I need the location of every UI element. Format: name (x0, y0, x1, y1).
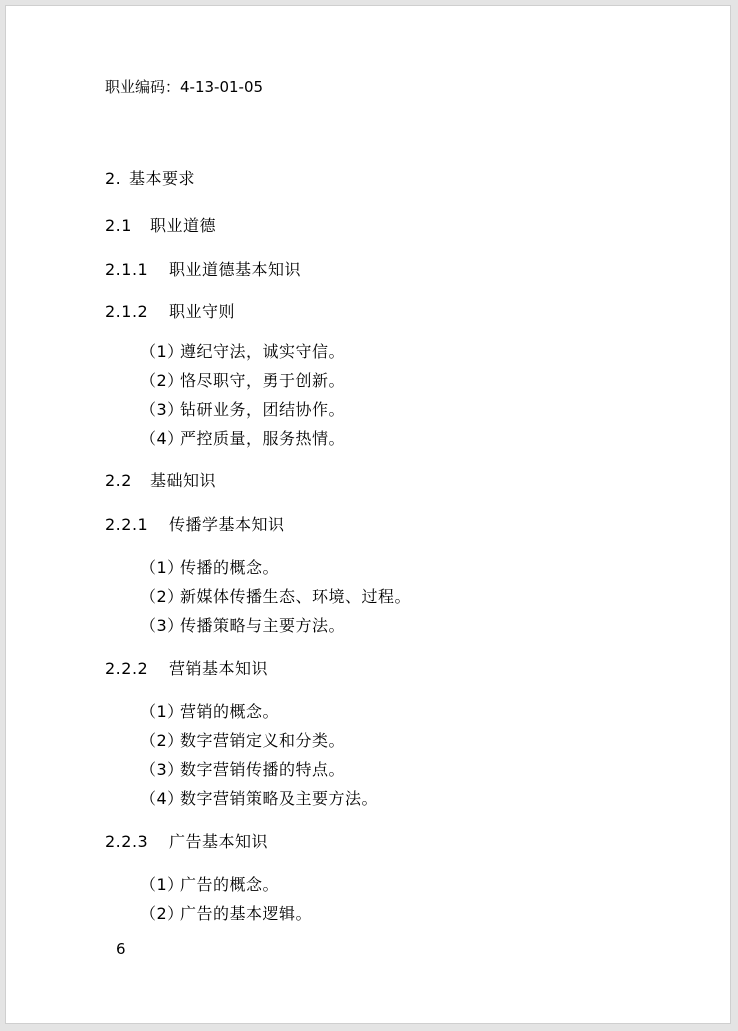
occupation-code: 职业编码：4-13-01-05 (105, 78, 264, 96)
list-marker: （1） (140, 342, 184, 361)
list-marker: （3） (140, 616, 184, 635)
section-number: 2. (105, 169, 122, 188)
heading-number: 2.2.1 (105, 515, 149, 534)
list-marker: （4） (140, 789, 184, 808)
heading-title: 营销基本知识 (169, 659, 269, 678)
list-marker: （1） (140, 558, 184, 577)
heading-number: 2.2.2 (105, 659, 149, 678)
list-text: 恪尽职守，勇于创新。 (180, 371, 346, 390)
list-item (140, 757, 345, 780)
heading-marketing (105, 656, 268, 679)
list-marker: （3） (140, 760, 184, 779)
list-item (140, 786, 378, 809)
heading-ethics-rules (105, 299, 235, 322)
list-text: 钻研业务，团结协作。 (180, 400, 346, 419)
list-text: 传播策略与主要方法。 (180, 616, 346, 635)
section-title: 基本要求 (129, 169, 196, 188)
heading-number: 2.1.1 (105, 260, 149, 279)
list-text: 数字营销传播的特点。 (180, 760, 346, 779)
list-item (140, 584, 411, 607)
list-marker: （4） (140, 429, 184, 448)
list-marker: （2） (140, 904, 184, 923)
subsection-heading-ethics (105, 213, 216, 236)
page-number: 6 (116, 940, 126, 958)
subsection-heading-basics (105, 468, 216, 491)
heading-title: 职业道德基本知识 (169, 260, 302, 279)
list-item (140, 339, 345, 362)
list-marker: （1） (140, 702, 184, 721)
list-marker: （1） (140, 875, 184, 894)
list-text: 数字营销策略及主要方法。 (180, 789, 379, 808)
list-item (140, 555, 279, 578)
list-item (140, 901, 312, 924)
list-marker: （3） (140, 400, 184, 419)
subsection-number: 2.2 (105, 471, 132, 490)
heading-title: 职业守则 (169, 302, 236, 321)
list-text: 营销的概念。 (180, 702, 280, 721)
subsection-number: 2.1 (105, 216, 132, 235)
document-page (5, 5, 731, 1024)
list-text: 新媒体传播生态、环境、过程。 (180, 587, 412, 606)
list-text: 遵纪守法，诚实守信。 (180, 342, 346, 361)
list-item (140, 728, 345, 751)
list-text: 数字营销定义和分类。 (180, 731, 346, 750)
section-heading (105, 166, 195, 189)
list-text: 严控质量，服务热情。 (180, 429, 346, 448)
subsection-title: 职业道德 (150, 216, 217, 235)
heading-ethics-basic (105, 257, 301, 280)
list-marker: （2） (140, 587, 184, 606)
list-marker: （2） (140, 731, 184, 750)
heading-title: 广告基本知识 (169, 832, 269, 851)
list-item (140, 397, 345, 420)
list-item (140, 368, 345, 391)
heading-number: 2.1.2 (105, 302, 149, 321)
list-marker: （2） (140, 371, 184, 390)
list-text: 传播的概念。 (180, 558, 280, 577)
heading-number: 2.2.3 (105, 832, 149, 851)
heading-advertising (105, 829, 268, 852)
list-text: 广告的基本逻辑。 (180, 904, 313, 923)
heading-communication (105, 512, 285, 535)
list-item (140, 613, 345, 636)
heading-title: 传播学基本知识 (169, 515, 285, 534)
subsection-title: 基础知识 (150, 471, 217, 490)
list-item (140, 872, 279, 895)
list-item (140, 699, 279, 722)
list-text: 广告的概念。 (180, 875, 280, 894)
list-item (140, 426, 345, 449)
